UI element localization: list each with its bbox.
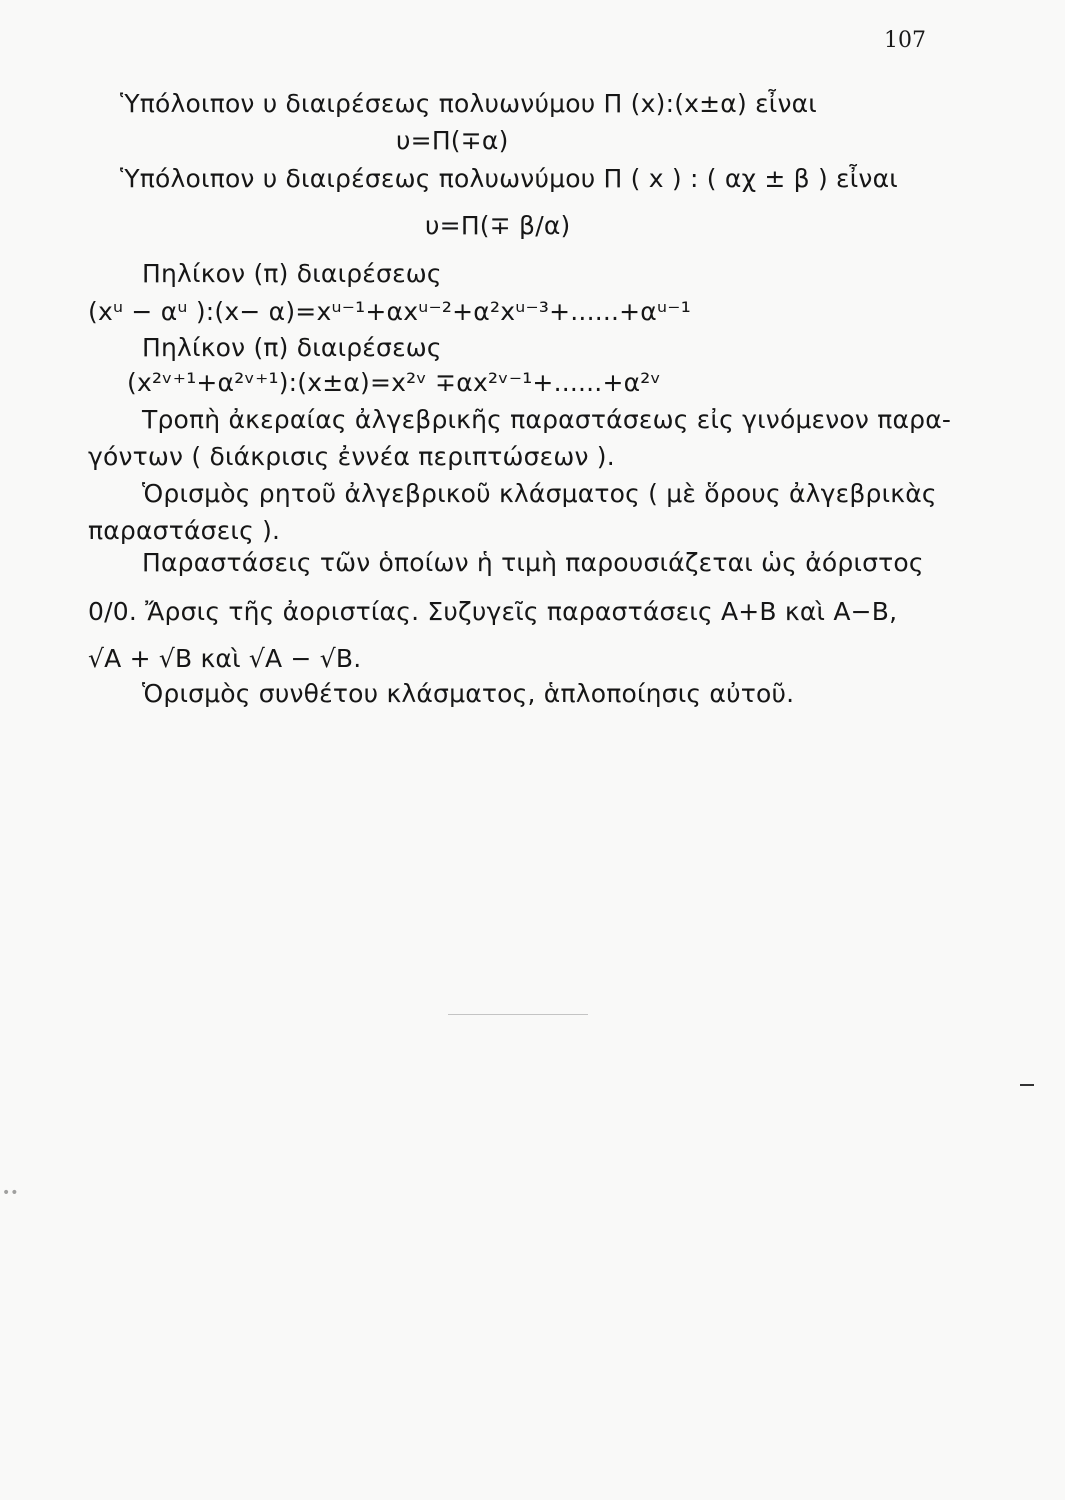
text-line-7: Πηλίκον (π) διαιρέσεως bbox=[142, 333, 442, 362]
text-line-13: Παραστάσεις τῶν ὁποίων ἡ τιμὴ παρουσιάζεται ὡς ἀόριστος bbox=[142, 548, 924, 577]
text-line-3: Ὑπόλοιπον υ διαιρέσεως πολυωνύμου Π ( x ) : ( αχ ± β ) εἶναι bbox=[120, 164, 898, 193]
text-line-16: Ὁρισμὸς συνθέτου κλάσματος, ἁπλοποίησις αὐτοῦ. bbox=[142, 679, 795, 708]
formula-line-4: υ=Π(∓ β/α) bbox=[425, 211, 571, 240]
page-number: 107 bbox=[884, 28, 926, 53]
formula-line-8: (x²ᵛ⁺¹+α²ᵛ⁺¹):(x±α)=x²ᵛ ∓αx²ᵛ⁻¹+......+α²ᵛ bbox=[127, 368, 662, 397]
formula-line-15: √A + √B καὶ √A − √B. bbox=[88, 644, 362, 673]
formula-line-2: υ=Π(∓α) bbox=[396, 126, 509, 155]
text-line-5: Πηλίκον (π) διαιρέσεως bbox=[142, 259, 442, 288]
text-line-12: παραστάσεις ). bbox=[88, 516, 281, 545]
text-line-9: Τροπὴ ἀκεραίας ἀλγεβρικῆς παραστάσεως εἰς γινόμενον παρα- bbox=[142, 405, 952, 434]
bleed-through-rule bbox=[448, 1014, 588, 1015]
formula-line-6: (xᵘ − αᵘ ):(x− α)=xᵘ⁻¹+αxᵘ⁻²+α²xᵘ⁻³+......+αᵘ⁻¹ bbox=[88, 297, 691, 326]
text-line-1: Ὑπόλοιπον υ διαιρέσεως πολυωνύμου Π (x):(x±α) εἶναι bbox=[120, 89, 817, 118]
margin-dash-mark bbox=[1020, 1084, 1034, 1086]
text-line-10: γόντων ( διάκρισις ἐννέα περιπτώσεων ). bbox=[88, 442, 615, 471]
text-line-14: 0/0. Ἄρσις τῆς ἀοριστίας. Συζυγεῖς παραστάσεις A+B καὶ A−B, bbox=[88, 597, 898, 626]
text-line-11: Ὁρισμὸς ρητοῦ ἀλγεβρικοῦ κλάσματος ( μὲ ὅρους ἀλγεβρικὰς bbox=[142, 479, 937, 508]
margin-dot-mark: •• bbox=[2, 1185, 19, 1201]
